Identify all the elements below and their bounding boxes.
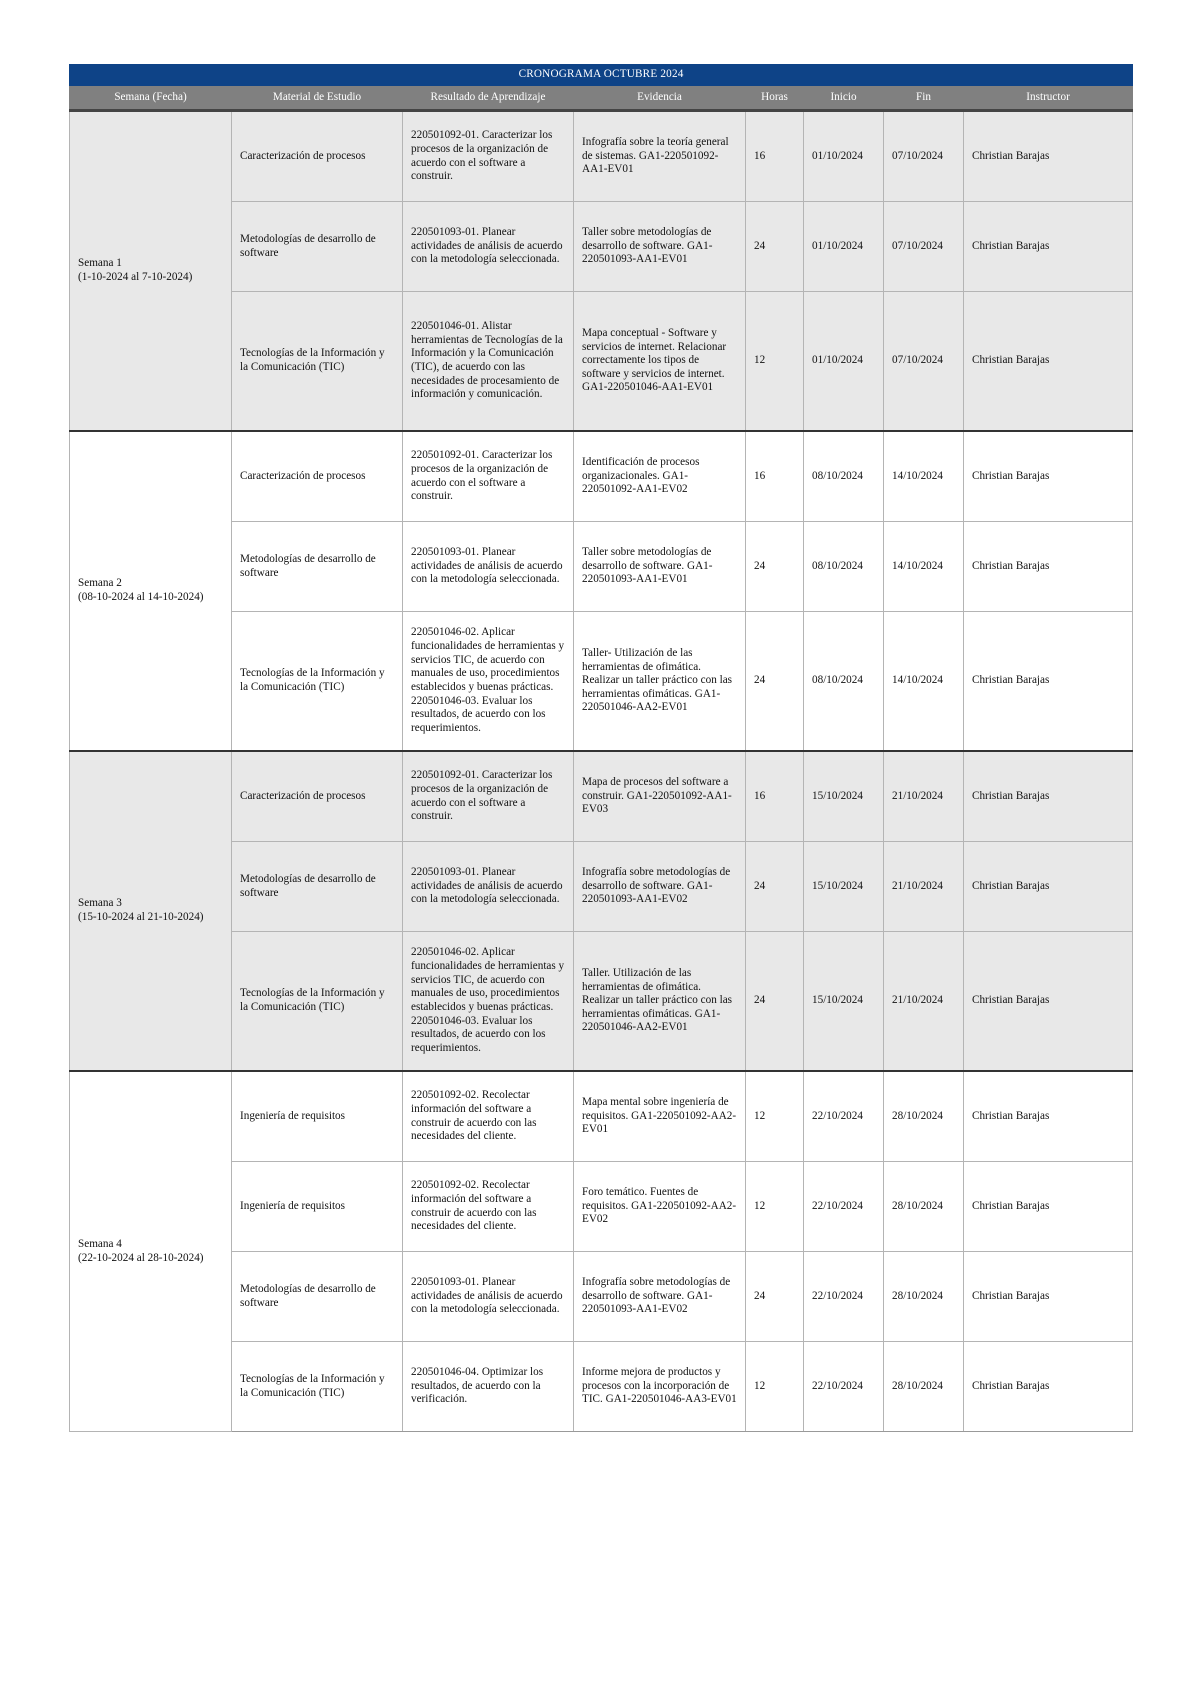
week-dates: (22-10-2024 al 28-10-2024) [78,1251,204,1264]
inicio-cell: 15/10/2024 [804,751,884,842]
instructor-cell: Christian Barajas [964,842,1133,932]
material-cell: Tecnologías de la Información y la Comunicación (TIC) [232,932,403,1072]
material-cell: Metodologías de desarrollo de software [232,522,403,612]
material-cell: Tecnologías de la Información y la Comunicación (TIC) [232,292,403,432]
resultado-cell: 220501092-01. Caracterizar los procesos de la organización de acuerdo con el software a construir. [403,751,574,842]
fin-cell: 28/10/2024 [884,1162,964,1252]
week-group [70,751,1133,1071]
evidencia-cell: Identificación de procesos organizacionales. GA1-220501092-AA1-EV02 [574,431,746,522]
evidencia-cell: Taller- Utilización de las herramientas de ofimática. Realizar un taller práctico con las herramientas ofimáticas. GA1-220501046-AA2-EV01 [574,612,746,752]
week-dates: (08-10-2024 al 14-10-2024) [78,591,204,603]
inicio-cell: 01/10/2024 [804,202,884,292]
material-cell: Caracterización de procesos [232,431,403,522]
fin-cell: 14/10/2024 [884,522,964,612]
week-group [70,111,1133,432]
week-dates: (15-10-2024 al 21-10-2024) [78,911,204,923]
resultado-cell: 220501092-02. Recolectar información del software a construir de acuerdo con las necesidades del cliente. [403,1071,574,1162]
inicio-cell: 08/10/2024 [804,431,884,522]
header-material: Material de Estudio [232,86,403,111]
week-group [70,1071,1133,1432]
fin-cell: 14/10/2024 [884,612,964,752]
table-row [70,1071,1133,1162]
instructor-cell: Christian Barajas [964,1252,1133,1342]
table-row [70,111,1133,202]
table-row [70,751,1133,842]
inicio-cell: 08/10/2024 [804,612,884,752]
horas-cell: 12 [746,1342,804,1432]
horas-cell: 24 [746,202,804,292]
inicio-cell: 22/10/2024 [804,1252,884,1342]
inicio-cell: 01/10/2024 [804,111,884,202]
instructor-cell: Christian Barajas [964,1162,1133,1252]
fin-cell: 21/10/2024 [884,751,964,842]
instructor-cell: Christian Barajas [964,612,1133,752]
evidencia-cell: Infografía sobre la teoría general de sistemas. GA1-220501092-AA1-EV01 [574,111,746,202]
instructor-cell: Christian Barajas [964,1071,1133,1162]
header-resultado: Resultado de Aprendizaje [403,86,574,111]
title-row [70,65,1133,86]
material-cell: Tecnologías de la Información y la Comunicación (TIC) [232,612,403,752]
instructor-cell: Christian Barajas [964,1342,1133,1432]
header-instructor: Instructor [964,86,1133,111]
fin-cell: 28/10/2024 [884,1252,964,1342]
resultado-cell: 220501093-01. Planear actividades de análisis de acuerdo con la metodología seleccionada. [403,522,574,612]
resultado-cell: 220501093-01. Planear actividades de análisis de acuerdo con la metodología seleccionada. [403,202,574,292]
horas-cell: 16 [746,431,804,522]
fin-cell: 07/10/2024 [884,111,964,202]
evidencia-cell: Mapa conceptual - Software y servicios de internet. Relacionar correctamente los tipos de software y servicios de internet. GA1-220501046-AA1-EV01 [574,292,746,432]
table-row [70,431,1133,522]
week-group [70,431,1133,751]
week-label: Semana 4 [78,1237,122,1250]
instructor-cell: Christian Barajas [964,111,1133,202]
material-cell: Ingeniería de requisitos [232,1071,403,1162]
horas-cell: 12 [746,1071,804,1162]
horas-cell: 12 [746,1162,804,1252]
inicio-cell: 15/10/2024 [804,932,884,1072]
week-label: Semana 2 [78,577,122,590]
fin-cell: 21/10/2024 [884,842,964,932]
horas-cell: 16 [746,111,804,202]
fin-cell: 07/10/2024 [884,202,964,292]
inicio-cell: 22/10/2024 [804,1071,884,1162]
material-cell: Caracterización de procesos [232,751,403,842]
week-cell [70,1071,232,1432]
inicio-cell: 22/10/2024 [804,1342,884,1432]
fin-cell: 28/10/2024 [884,1342,964,1432]
material-cell: Ingeniería de requisitos [232,1162,403,1252]
fin-cell: 14/10/2024 [884,431,964,522]
material-cell: Tecnologías de la Información y la Comunicación (TIC) [232,1342,403,1432]
header-semana: Semana (Fecha) [70,86,232,111]
horas-cell: 24 [746,1252,804,1342]
week-dates: (1-10-2024 al 7-10-2024) [78,271,193,283]
schedule-table [69,64,1133,1432]
header-row [70,86,1133,111]
material-cell: Metodologías de desarrollo de software [232,842,403,932]
header-fin: Fin [884,86,964,111]
instructor-cell: Christian Barajas [964,932,1133,1072]
instructor-cell: Christian Barajas [964,292,1133,432]
material-cell: Metodologías de desarrollo de software [232,1252,403,1342]
inicio-cell: 08/10/2024 [804,522,884,612]
material-cell: Caracterización de procesos [232,111,403,202]
horas-cell: 16 [746,751,804,842]
instructor-cell: Christian Barajas [964,431,1133,522]
inicio-cell: 22/10/2024 [804,1162,884,1252]
week-cell [70,751,232,1071]
instructor-cell: Christian Barajas [964,751,1133,842]
evidencia-cell: Informe mejora de productos y procesos con la incorporación de TIC. GA1-220501046-AA3-EV01 [574,1342,746,1432]
horas-cell: 24 [746,522,804,612]
material-cell: Metodologías de desarrollo de software [232,202,403,292]
week-cell [70,111,232,432]
fin-cell: 21/10/2024 [884,932,964,1072]
evidencia-cell: Mapa mental sobre ingeniería de requisitos. GA1-220501092-AA2-EV01 [574,1071,746,1162]
evidencia-cell: Taller sobre metodologías de desarrollo de software. GA1-220501093-AA1-EV01 [574,522,746,612]
resultado-cell: 220501093-01. Planear actividades de análisis de acuerdo con la metodología seleccionada. [403,842,574,932]
inicio-cell: 15/10/2024 [804,842,884,932]
evidencia-cell: Mapa de procesos del software a construir. GA1-220501092-AA1-EV03 [574,751,746,842]
resultado-cell: 220501092-01. Caracterizar los procesos de la organización de acuerdo con el software a construir. [403,431,574,522]
evidencia-cell: Foro temático. Fuentes de requisitos. GA1-220501092-AA2-EV02 [574,1162,746,1252]
evidencia-cell: Taller sobre metodologías de desarrollo de software. GA1-220501093-AA1-EV01 [574,202,746,292]
resultado-cell: 220501093-01. Planear actividades de análisis de acuerdo con la metodología seleccionada. [403,1252,574,1342]
resultado-cell: 220501046-04. Optimizar los resultados, de acuerdo con la verificación. [403,1342,574,1432]
instructor-cell: Christian Barajas [964,522,1133,612]
header-evidencia: Evidencia [574,86,746,111]
resultado-cell: 220501046-02. Aplicar funcionalidades de herramientas y servicios TIC, de acuerdo con manuales de uso, procedimientos establecidos y buenas prácticas. 220501046-03. Evaluar los resultados, de acuerdo con los requerimientos. [403,612,574,752]
header-horas: Horas [746,86,804,111]
horas-cell: 24 [746,932,804,1072]
resultado-cell: 220501092-02. Recolectar información del software a construir de acuerdo con las necesidades del cliente. [403,1162,574,1252]
evidencia-cell: Infografía sobre metodologías de desarrollo de software. GA1-220501093-AA1-EV02 [574,1252,746,1342]
instructor-cell: Christian Barajas [964,202,1133,292]
horas-cell: 12 [746,292,804,432]
fin-cell: 28/10/2024 [884,1071,964,1162]
fin-cell: 07/10/2024 [884,292,964,432]
week-cell [70,431,232,751]
evidencia-cell: Infografía sobre metodologías de desarrollo de software. GA1-220501093-AA1-EV02 [574,842,746,932]
resultado-cell: 220501046-01. Alistar herramientas de Tecnologías de la Información y la Comunicación (TIC), de acuerdo con las necesidades de procesamiento de información y comunicación. [403,292,574,432]
week-label: Semana 1 [78,257,122,270]
inicio-cell: 01/10/2024 [804,292,884,432]
week-label: Semana 3 [78,897,122,910]
horas-cell: 24 [746,842,804,932]
horas-cell: 24 [746,612,804,752]
resultado-cell: 220501092-01. Caracterizar los procesos de la organización de acuerdo con el software a construir. [403,111,574,202]
resultado-cell: 220501046-02. Aplicar funcionalidades de herramientas y servicios TIC, de acuerdo con manuales de uso, procedimientos establecidos y buenas prácticas. 220501046-03. Evaluar los resultados, de acuerdo con los requerimientos. [403,932,574,1072]
header-inicio: Inicio [804,86,884,111]
evidencia-cell: Taller. Utilización de las herramientas de ofimática. Realizar un taller práctico con las herramientas ofimáticas. GA1-220501046-AA2-EV01 [574,932,746,1072]
table-title: CRONOGRAMA OCTUBRE 2024 [70,65,1133,86]
